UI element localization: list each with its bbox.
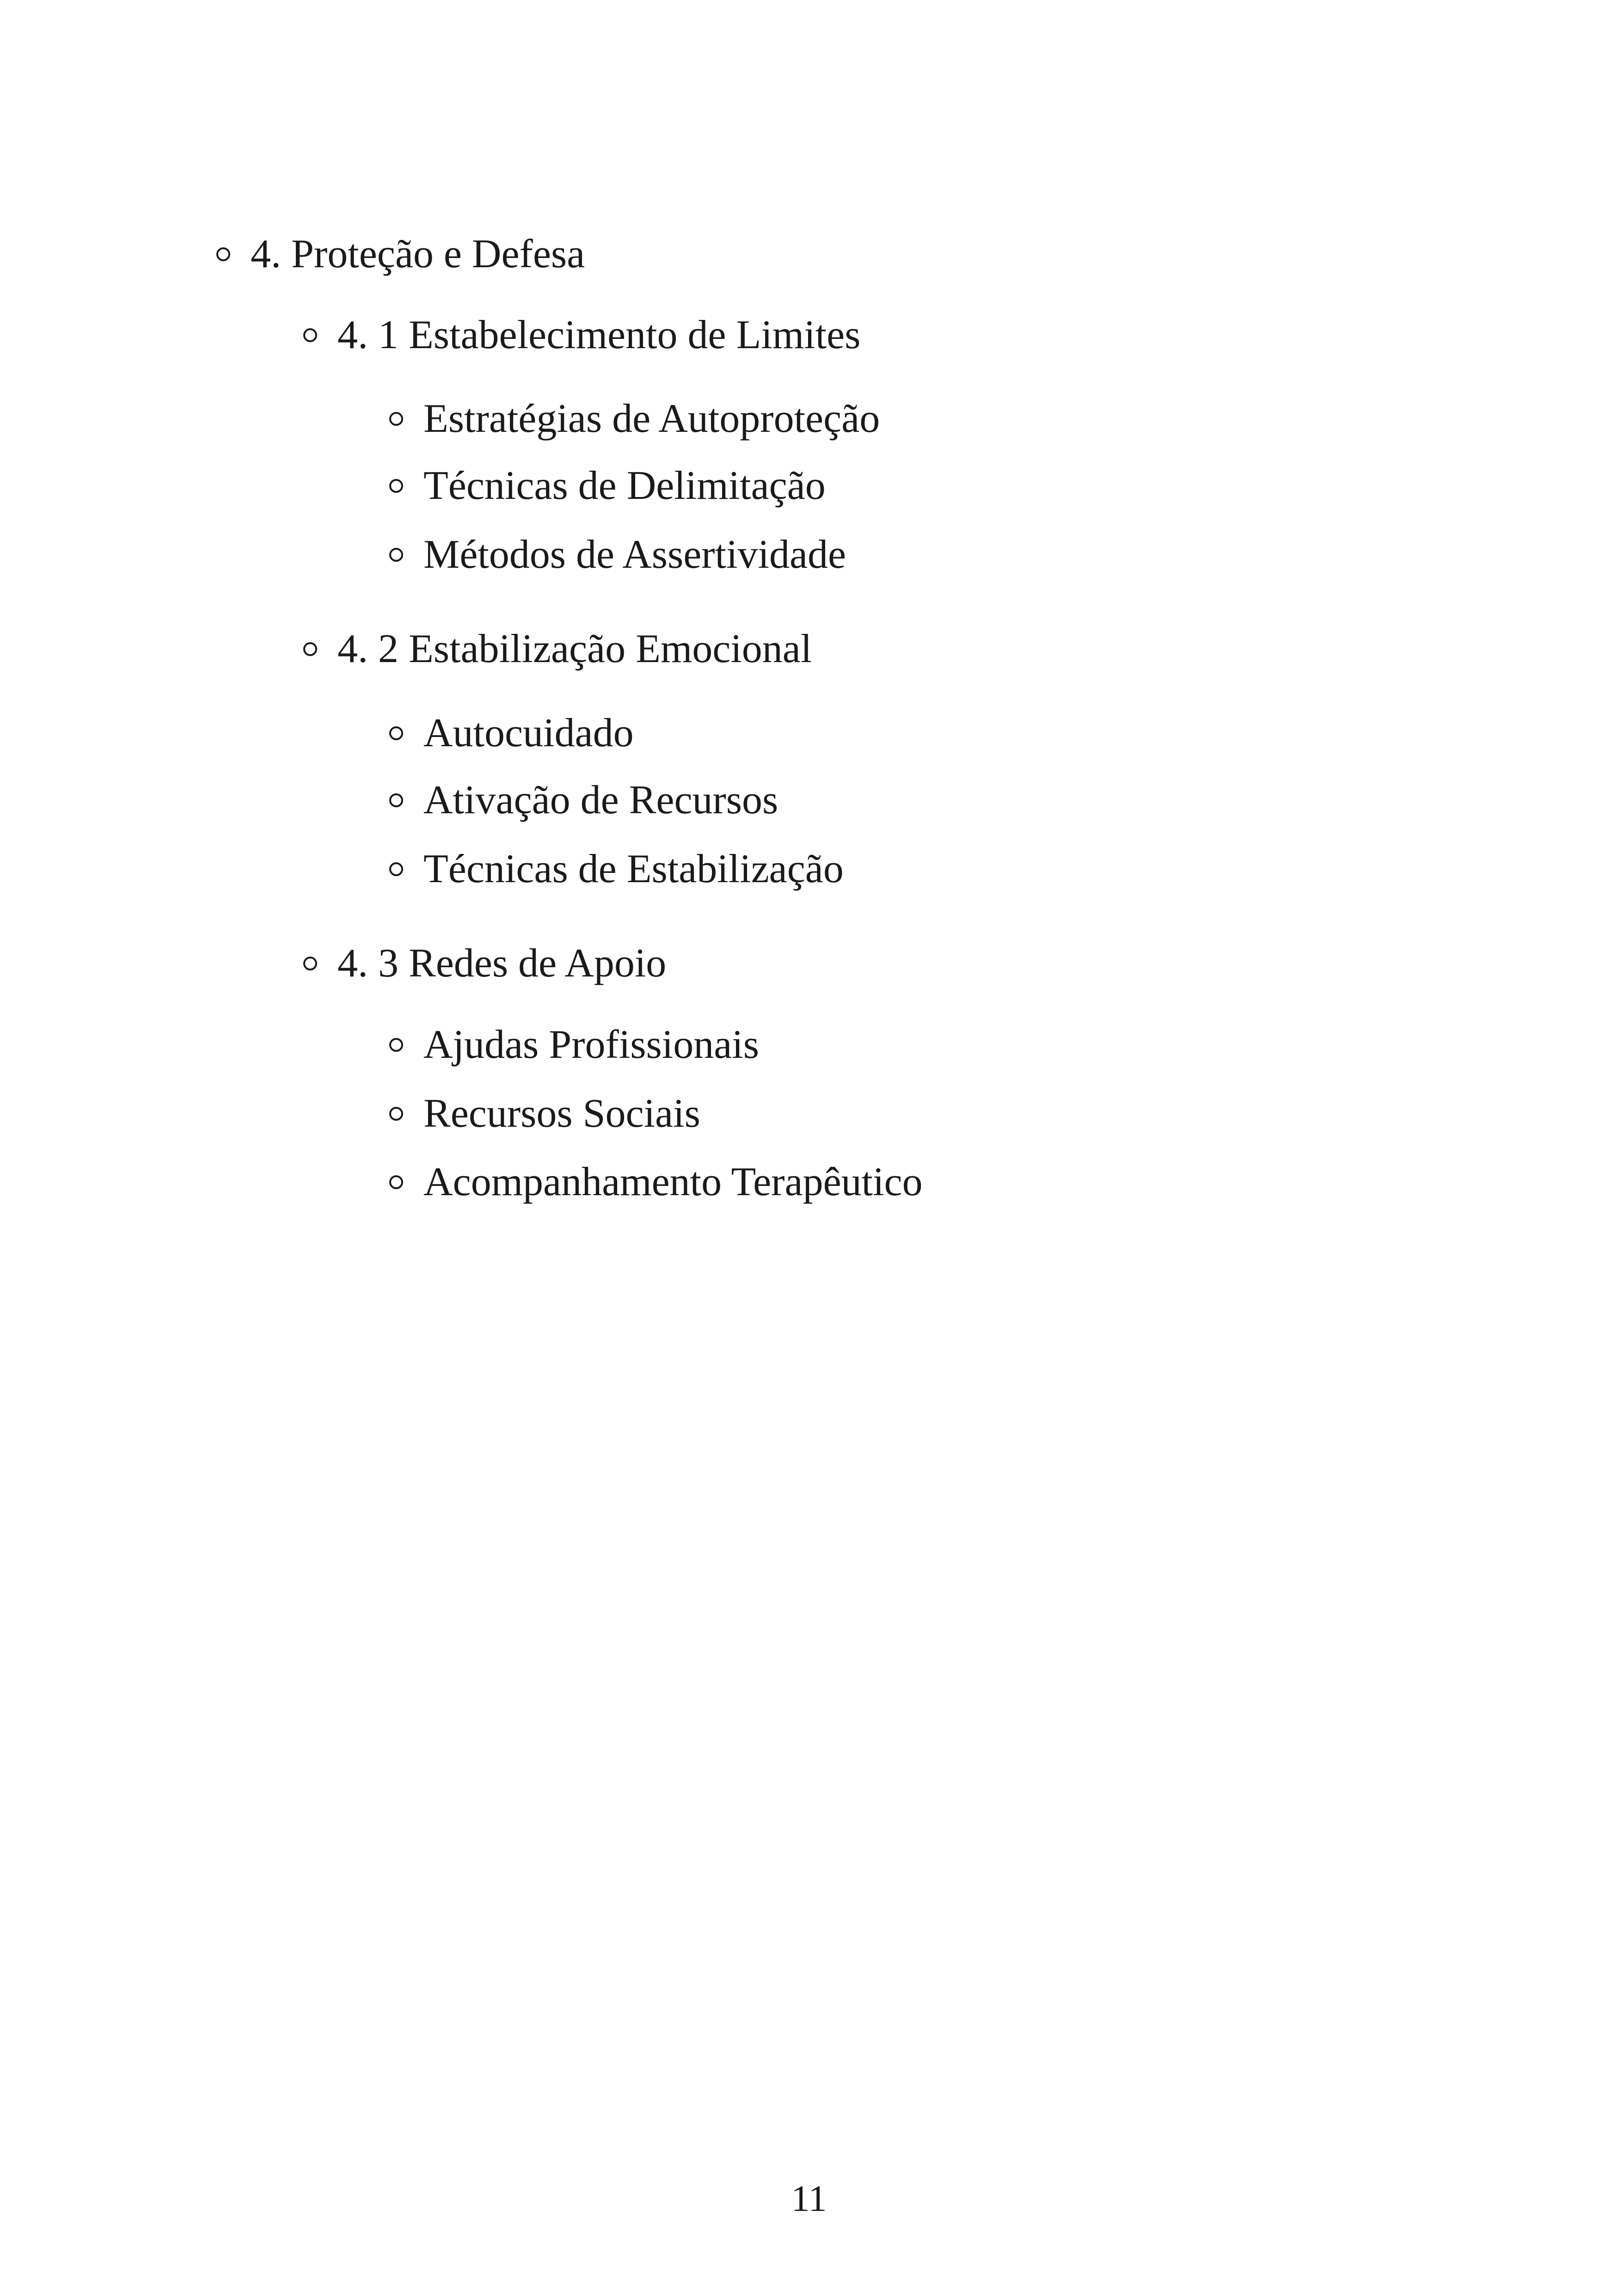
hollow-bullet-icon xyxy=(303,642,317,656)
list-item-label: Acompanhamento Terapêutico xyxy=(423,1160,923,1204)
hollow-bullet-icon xyxy=(389,1038,403,1052)
section-heading-label: 4. 2 Estabilização Emocional xyxy=(337,626,812,671)
hollow-bullet-icon xyxy=(389,1107,403,1121)
hollow-bullet-icon xyxy=(216,247,230,261)
hollow-bullet-icon xyxy=(389,862,403,876)
list-item xyxy=(389,1088,700,1139)
list-item xyxy=(389,1019,759,1070)
list-item xyxy=(389,708,634,759)
list-item-label: Ajudas Profissionais xyxy=(423,1022,759,1067)
hollow-bullet-icon xyxy=(389,726,403,740)
list-item xyxy=(389,844,844,895)
list-item xyxy=(389,775,778,826)
list-item-label: Técnicas de Estabilização xyxy=(423,847,844,891)
outline-heading xyxy=(216,229,585,280)
list-item xyxy=(389,1157,923,1208)
list-item-label: Técnicas de Delimitação xyxy=(423,463,826,508)
section-heading-4-3 xyxy=(303,938,666,989)
list-item xyxy=(389,529,846,580)
list-item xyxy=(389,460,826,511)
list-item-label: Métodos de Assertividade xyxy=(423,532,846,577)
hollow-bullet-icon xyxy=(389,793,403,807)
list-item-label: Autocuidado xyxy=(423,711,634,755)
section-heading-label: 4. 1 Estabelecimento de Limites xyxy=(337,313,861,357)
hollow-bullet-icon xyxy=(389,548,403,562)
hollow-bullet-icon xyxy=(389,1175,403,1189)
outline-heading-label: 4. Proteção e Defesa xyxy=(251,232,585,276)
list-item-label: Ativação de Recursos xyxy=(423,778,778,823)
list-item-label: Estratégias de Autoproteção xyxy=(423,396,880,441)
hollow-bullet-icon xyxy=(303,957,317,970)
section-heading-label: 4. 3 Redes de Apoio xyxy=(337,941,667,986)
hollow-bullet-icon xyxy=(303,328,317,342)
page-number: 11 xyxy=(791,2179,827,2219)
list-item xyxy=(389,393,880,444)
hollow-bullet-icon xyxy=(389,412,403,426)
hollow-bullet-icon xyxy=(389,479,403,493)
section-heading-4-1 xyxy=(303,310,860,361)
section-heading-4-2 xyxy=(303,624,812,675)
list-item-label: Recursos Sociais xyxy=(423,1091,700,1136)
